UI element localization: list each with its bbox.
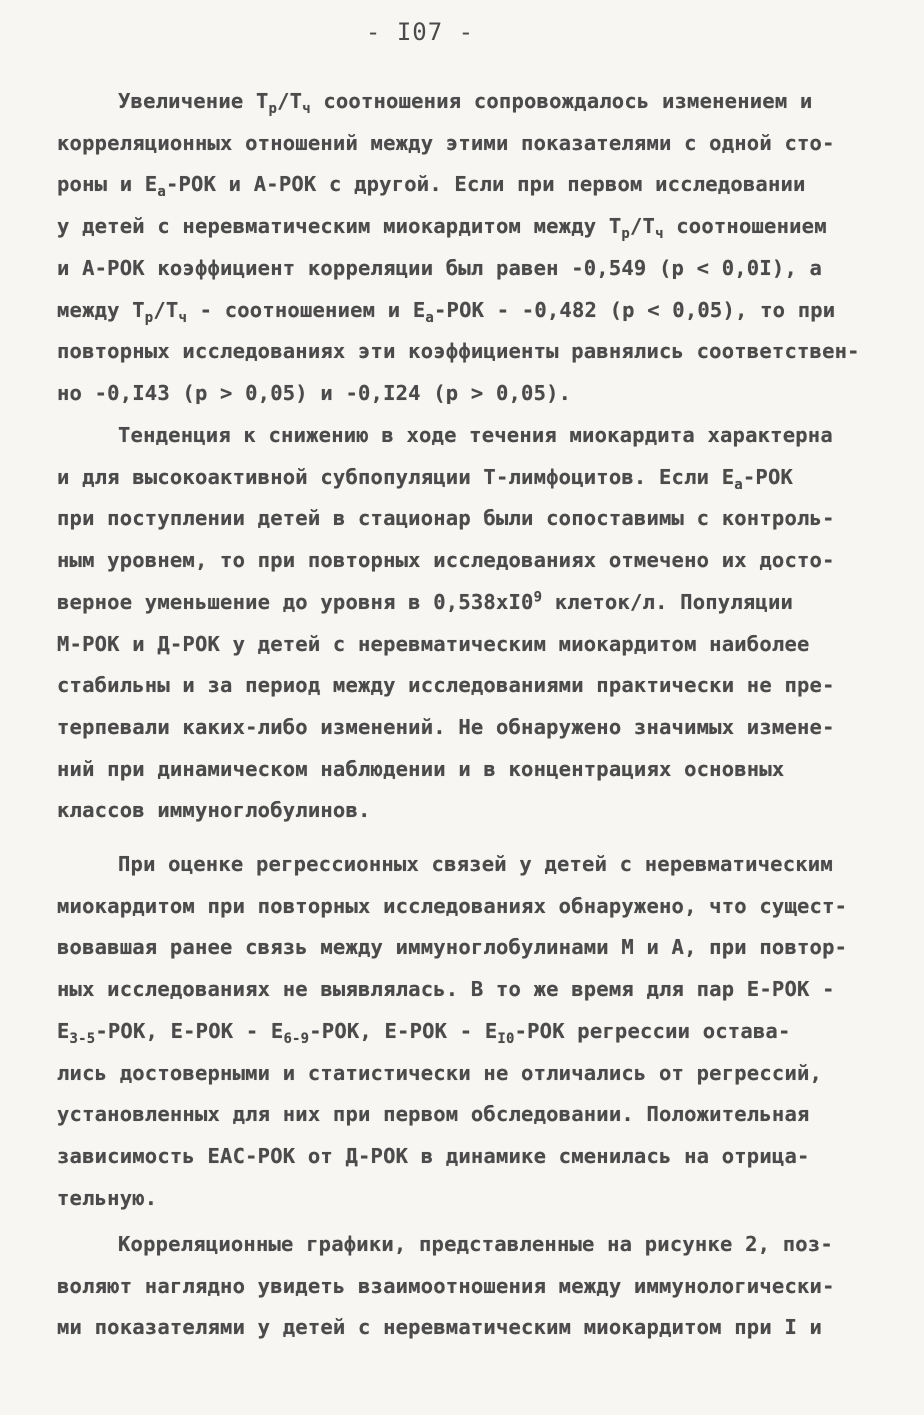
text-run: /T bbox=[630, 214, 656, 239]
text-run: но -0,I43 (p > 0,05) и -0,I24 (p > 0,05). bbox=[57, 380, 572, 405]
text-run: вовавшая ранее связь между иммуноглобулинами М и А, при повтор- bbox=[57, 935, 848, 960]
subscript: I0 bbox=[497, 1030, 515, 1047]
text-run: роны и E bbox=[57, 172, 158, 197]
text-run: Корреляционные графики, представленные на рисунке 2, поз- bbox=[118, 1232, 833, 1256]
text-run: E bbox=[57, 1018, 70, 1043]
text-run: у детей с неревматическим миокардитом между T bbox=[57, 214, 622, 239]
text-line bbox=[118, 86, 812, 116]
text-run: тельную. bbox=[57, 1185, 158, 1210]
text-line bbox=[57, 128, 835, 158]
text-run: -РОК bbox=[742, 464, 794, 489]
text-line bbox=[118, 420, 833, 450]
text-line bbox=[57, 169, 806, 199]
text-line bbox=[57, 712, 835, 742]
text-line bbox=[57, 545, 835, 575]
text-line bbox=[57, 1099, 810, 1129]
text-line bbox=[57, 1183, 157, 1213]
text-run: при поступлении детей в стационар были сопоставимы с контроль- bbox=[57, 506, 835, 531]
text-run: верное уменьшение до уровня в 0,538xI0 bbox=[57, 589, 534, 614]
text-line bbox=[57, 795, 371, 825]
text-line bbox=[57, 891, 847, 921]
text-line bbox=[57, 629, 810, 659]
text-run: между T bbox=[57, 297, 145, 322]
text-run: установленных для них при первом обследовании. Положительная bbox=[57, 1102, 810, 1127]
text-line bbox=[57, 974, 835, 1004]
text-run: ний при динамическом наблюдении и в концентрациях основных bbox=[57, 756, 785, 781]
text-line bbox=[57, 1058, 822, 1088]
subscript: p bbox=[621, 225, 630, 242]
text-run: При оценке регрессионных связей у детей с неревматическим bbox=[118, 852, 833, 876]
text-run: -РОК, Е-РОК - E bbox=[95, 1018, 284, 1043]
text-line bbox=[118, 849, 833, 879]
subscript: a bbox=[157, 184, 166, 201]
text-line bbox=[57, 503, 835, 533]
subscript: 6-9 bbox=[283, 1030, 310, 1047]
text-line bbox=[57, 1141, 810, 1171]
text-run: М-РОК и Д-РОК у детей с неревматическим миокардитом наиболее bbox=[57, 631, 810, 656]
text-run: соотношения сопровождалось изменением и bbox=[310, 89, 813, 113]
subscript: ч bbox=[302, 100, 311, 117]
text-run: -РОК регрессии остава- bbox=[514, 1018, 791, 1043]
text-run: -РОК и А-РОК с другой. Если при первом исследовании bbox=[165, 172, 806, 197]
text-run: Тенденция к снижению в ходе течения миокардита характерна bbox=[118, 423, 833, 447]
text-run: Увеличение T bbox=[118, 89, 269, 113]
text-run: лись достоверными и статистически не отличались от регрессий, bbox=[57, 1060, 823, 1085]
text-run: -РОК, Е-РОК - E bbox=[309, 1018, 498, 1043]
superscript: 9 bbox=[533, 589, 543, 606]
text-run: корреляционных отношений между этими показателями с одной сто- bbox=[57, 130, 835, 155]
text-run: стабильны и за период между исследованиями практически не пре- bbox=[57, 673, 835, 698]
text-line bbox=[57, 587, 793, 617]
text-run: повторных исследованиях эти коэффициенты равнялись соответствен- bbox=[57, 339, 860, 364]
text-line bbox=[57, 754, 784, 784]
page-number: - I07 - bbox=[365, 18, 475, 46]
text-run: ным уровнем, то при повторных исследованиях отмечено их досто- bbox=[57, 548, 835, 573]
text-line bbox=[57, 1271, 835, 1301]
text-run: и для высокоактивной субпопуляции Т-лимфоцитов. Если E bbox=[57, 464, 735, 489]
text-run: зависимость ЕАС-РОК от Д-РОК в динамике сменилась на отрица- bbox=[57, 1143, 810, 1168]
text-line bbox=[57, 462, 793, 492]
text-line bbox=[57, 932, 847, 962]
text-run: клеток/л. Популяции bbox=[542, 589, 794, 614]
text-run: - соотношением и E bbox=[187, 297, 426, 322]
text-run: и А-РОК коэффициент корреляции был равен -0,549 (p < 0,0I), а bbox=[57, 255, 823, 280]
text-line bbox=[57, 1312, 822, 1342]
subscript: a bbox=[734, 476, 743, 493]
text-line bbox=[57, 670, 835, 700]
text-run: -РОК - -0,482 (p < 0,05), то при bbox=[433, 297, 836, 322]
text-line bbox=[118, 1229, 833, 1259]
subscript: p bbox=[268, 100, 278, 117]
text-line bbox=[57, 253, 822, 283]
text-run: воляют наглядно увидеть взаимоотношения между иммунологически- bbox=[57, 1273, 835, 1298]
text-run: миокардитом при повторных исследованиях обнаружено, что сущест- bbox=[57, 893, 848, 918]
text-run: ных исследованиях не выявлялась. В то же время для пар Е-РОК - bbox=[57, 977, 835, 1002]
text-run: ми показателями у детей с неревматическим миокардитом при I и bbox=[57, 1315, 823, 1340]
subscript: ч bbox=[178, 309, 188, 326]
subscript: a bbox=[425, 309, 434, 326]
text-line bbox=[57, 1016, 791, 1046]
text-line bbox=[57, 336, 860, 366]
text-run: классов иммуноглобулинов. bbox=[57, 798, 371, 823]
subscript: 3-5 bbox=[69, 1030, 96, 1047]
text-line bbox=[57, 378, 571, 408]
text-line bbox=[57, 211, 827, 241]
text-run: /T bbox=[153, 297, 179, 322]
text-run: /T bbox=[277, 89, 303, 113]
subscript: p bbox=[144, 309, 154, 326]
text-run: терпевали каких-либо изменений. Не обнаружено значимых измене- bbox=[57, 714, 835, 739]
text-run: соотношением bbox=[663, 214, 827, 239]
text-line bbox=[57, 295, 835, 325]
subscript: ч bbox=[655, 225, 664, 242]
